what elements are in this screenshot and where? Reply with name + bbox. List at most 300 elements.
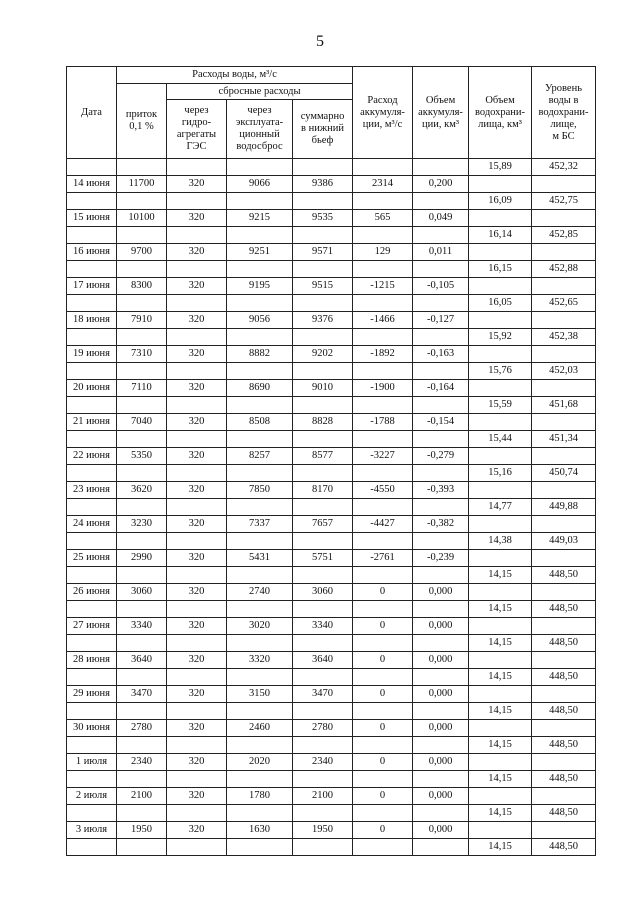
cell-spillway: 3150 <box>227 686 293 703</box>
cell-empty <box>353 431 413 448</box>
cell-total: 5751 <box>293 550 353 567</box>
cell-accum-flow: 0 <box>353 584 413 601</box>
cell-spillway: 3320 <box>227 652 293 669</box>
cell-empty <box>293 601 353 618</box>
cell-empty <box>67 839 117 856</box>
cell-empty <box>469 720 532 737</box>
cell-date: 14 июня <box>67 176 117 193</box>
cell-empty <box>532 482 596 499</box>
table-row-level <box>67 703 596 720</box>
cell-accum-flow: 0 <box>353 822 413 839</box>
cell-units: 320 <box>167 210 227 227</box>
cell-spillway: 2020 <box>227 754 293 771</box>
cell-spillway: 1780 <box>227 788 293 805</box>
cell-accum-volume: -0,127 <box>413 312 469 329</box>
cell-empty <box>167 533 227 550</box>
cell-units: 320 <box>167 346 227 363</box>
cell-empty <box>532 414 596 431</box>
cell-date: 16 июня <box>67 244 117 261</box>
cell-empty <box>353 839 413 856</box>
cell-total: 8170 <box>293 482 353 499</box>
cell-empty <box>353 227 413 244</box>
cell-empty <box>227 465 293 482</box>
cell-empty <box>167 635 227 652</box>
cell-accum-volume: -0,239 <box>413 550 469 567</box>
cell-empty <box>413 499 469 516</box>
cell-empty <box>117 159 167 176</box>
cell-empty <box>117 193 167 210</box>
cell-total: 9571 <box>293 244 353 261</box>
table-body <box>67 159 596 856</box>
cell-level: 452,88 <box>532 261 596 278</box>
cell-empty <box>117 499 167 516</box>
cell-empty <box>353 703 413 720</box>
cell-empty <box>293 839 353 856</box>
cell-empty <box>469 380 532 397</box>
cell-date: 24 июня <box>67 516 117 533</box>
cell-date: 29 июня <box>67 686 117 703</box>
cell-total: 1950 <box>293 822 353 839</box>
cell-empty <box>413 261 469 278</box>
cell-empty <box>413 703 469 720</box>
cell-empty <box>167 465 227 482</box>
cell-empty <box>532 550 596 567</box>
cell-empty <box>227 261 293 278</box>
cell-empty <box>167 499 227 516</box>
header-accum-volume <box>413 67 469 159</box>
cell-empty <box>293 159 353 176</box>
cell-empty <box>293 295 353 312</box>
cell-level: 448,50 <box>532 601 596 618</box>
cell-accum-flow: 565 <box>353 210 413 227</box>
cell-volume: 14,15 <box>469 703 532 720</box>
cell-empty <box>469 210 532 227</box>
cell-accum-flow: 129 <box>353 244 413 261</box>
cell-total: 8577 <box>293 448 353 465</box>
cell-empty <box>469 686 532 703</box>
cell-units: 320 <box>167 380 227 397</box>
cell-spillway: 3020 <box>227 618 293 635</box>
cell-empty <box>353 567 413 584</box>
cell-empty <box>167 567 227 584</box>
header-accum-flow <box>353 67 413 159</box>
cell-inflow: 3340 <box>117 618 167 635</box>
header-discharge-group: сбросные расходы <box>167 84 353 100</box>
cell-volume: 14,15 <box>469 635 532 652</box>
header-line: м БС <box>552 130 575 142</box>
cell-empty <box>227 601 293 618</box>
table-row-level <box>67 295 596 312</box>
table-row-level <box>67 465 596 482</box>
cell-empty <box>293 363 353 380</box>
cell-inflow: 7310 <box>117 346 167 363</box>
cell-spillway: 2460 <box>227 720 293 737</box>
cell-inflow: 2100 <box>117 788 167 805</box>
cell-units: 320 <box>167 618 227 635</box>
cell-units: 320 <box>167 584 227 601</box>
cell-inflow: 2780 <box>117 720 167 737</box>
header-flows-group: Расходы воды, м³/с <box>117 67 353 84</box>
cell-empty <box>117 703 167 720</box>
cell-empty <box>67 295 117 312</box>
table-row-level <box>67 567 596 584</box>
header-line: приток <box>125 109 158 120</box>
cell-spillway: 7850 <box>227 482 293 499</box>
cell-empty <box>293 329 353 346</box>
header-line: водосброс <box>236 141 283 152</box>
header-line: агрегаты <box>176 129 217 140</box>
cell-date: 27 июня <box>67 618 117 635</box>
cell-empty <box>413 601 469 618</box>
cell-inflow: 3470 <box>117 686 167 703</box>
cell-date: 25 июня <box>67 550 117 567</box>
cell-total: 9202 <box>293 346 353 363</box>
cell-empty <box>227 737 293 754</box>
cell-empty <box>353 737 413 754</box>
cell-empty <box>413 465 469 482</box>
cell-empty <box>532 822 596 839</box>
cell-empty <box>67 805 117 822</box>
cell-empty <box>532 448 596 465</box>
cell-units: 320 <box>167 244 227 261</box>
cell-empty <box>227 669 293 686</box>
header-line: воды в <box>548 94 579 106</box>
cell-spillway: 9056 <box>227 312 293 329</box>
cell-empty <box>67 363 117 380</box>
cell-accum-volume: 0,000 <box>413 686 469 703</box>
cell-empty <box>167 193 227 210</box>
cell-accum-volume: 0,000 <box>413 754 469 771</box>
header-inflow <box>117 84 167 159</box>
cell-empty <box>413 635 469 652</box>
cell-level: 451,68 <box>532 397 596 414</box>
table-row-day <box>67 482 596 499</box>
cell-empty <box>293 771 353 788</box>
cell-level: 451,34 <box>532 431 596 448</box>
cell-empty <box>532 278 596 295</box>
table-row-level <box>67 193 596 210</box>
cell-date: 18 июня <box>67 312 117 329</box>
cell-empty <box>413 669 469 686</box>
cell-spillway: 8257 <box>227 448 293 465</box>
cell-units: 320 <box>167 788 227 805</box>
cell-empty <box>532 312 596 329</box>
header-line: водохрани- <box>474 106 526 118</box>
header-via-spillway <box>227 100 293 159</box>
cell-empty <box>469 346 532 363</box>
cell-empty <box>117 805 167 822</box>
header-line: лище, <box>550 118 577 130</box>
cell-empty <box>532 210 596 227</box>
table-row-day <box>67 720 596 737</box>
header-line: 0,1 % <box>129 121 154 132</box>
header-via-units <box>167 100 227 159</box>
table-row-level <box>67 805 596 822</box>
cell-empty <box>469 754 532 771</box>
cell-empty <box>67 227 117 244</box>
cell-level: 448,50 <box>532 567 596 584</box>
cell-empty <box>67 669 117 686</box>
cell-empty <box>413 159 469 176</box>
cell-empty <box>227 159 293 176</box>
cell-accum-flow: -3227 <box>353 448 413 465</box>
cell-empty <box>227 295 293 312</box>
cell-empty <box>227 703 293 720</box>
header-line: эксплуата- <box>235 117 284 128</box>
cell-empty <box>469 516 532 533</box>
cell-volume: 16,05 <box>469 295 532 312</box>
cell-empty <box>167 703 227 720</box>
cell-empty <box>167 295 227 312</box>
cell-empty <box>469 244 532 261</box>
cell-units: 320 <box>167 448 227 465</box>
cell-empty <box>117 465 167 482</box>
cell-volume: 14,15 <box>469 771 532 788</box>
cell-empty <box>293 669 353 686</box>
cell-accum-flow: 0 <box>353 720 413 737</box>
cell-accum-flow: -1466 <box>353 312 413 329</box>
table-row-day <box>67 584 596 601</box>
table-row-day <box>67 652 596 669</box>
cell-empty <box>413 363 469 380</box>
cell-accum-flow: 0 <box>353 788 413 805</box>
cell-empty <box>293 737 353 754</box>
cell-empty <box>353 499 413 516</box>
cell-empty <box>227 771 293 788</box>
cell-accum-volume: 0,000 <box>413 618 469 635</box>
cell-empty <box>353 193 413 210</box>
cell-level: 452,03 <box>532 363 596 380</box>
cell-level: 450,74 <box>532 465 596 482</box>
cell-accum-volume: -0,393 <box>413 482 469 499</box>
cell-empty <box>67 533 117 550</box>
cell-volume: 14,15 <box>469 567 532 584</box>
cell-total: 9376 <box>293 312 353 329</box>
cell-empty <box>532 754 596 771</box>
table-row-level <box>67 601 596 618</box>
cell-volume: 14,77 <box>469 499 532 516</box>
cell-empty <box>413 805 469 822</box>
cell-accum-flow: 0 <box>353 652 413 669</box>
cell-spillway: 5431 <box>227 550 293 567</box>
cell-empty <box>117 261 167 278</box>
cell-level: 452,75 <box>532 193 596 210</box>
cell-empty <box>227 567 293 584</box>
header-line: Объем <box>485 94 515 106</box>
cell-units: 320 <box>167 176 227 193</box>
table-row-level <box>67 499 596 516</box>
header-line: ционный <box>239 129 280 140</box>
header-line: аккумуля- <box>418 106 463 118</box>
table-row-level <box>67 635 596 652</box>
cell-empty <box>167 601 227 618</box>
cell-empty <box>293 635 353 652</box>
cell-accum-volume: 0,000 <box>413 720 469 737</box>
cell-date: 21 июня <box>67 414 117 431</box>
cell-empty <box>413 567 469 584</box>
cell-empty <box>293 499 353 516</box>
cell-empty <box>293 227 353 244</box>
cell-accum-volume: 0,000 <box>413 584 469 601</box>
cell-volume: 14,15 <box>469 839 532 856</box>
cell-spillway: 2740 <box>227 584 293 601</box>
cell-total: 2780 <box>293 720 353 737</box>
table-row-day <box>67 414 596 431</box>
cell-level: 452,65 <box>532 295 596 312</box>
cell-empty <box>167 159 227 176</box>
cell-empty <box>353 261 413 278</box>
cell-accum-volume: -0,163 <box>413 346 469 363</box>
cell-empty <box>532 720 596 737</box>
cell-date: 3 июля <box>67 822 117 839</box>
cell-total: 2100 <box>293 788 353 805</box>
cell-empty <box>167 669 227 686</box>
cell-level: 448,50 <box>532 635 596 652</box>
cell-inflow: 2990 <box>117 550 167 567</box>
cell-empty <box>117 397 167 414</box>
table-row-day <box>67 618 596 635</box>
cell-empty <box>413 771 469 788</box>
cell-empty <box>67 635 117 652</box>
cell-empty <box>167 227 227 244</box>
cell-empty <box>227 635 293 652</box>
cell-volume: 15,76 <box>469 363 532 380</box>
cell-accum-flow: 0 <box>353 618 413 635</box>
cell-empty <box>353 363 413 380</box>
table-row-day <box>67 244 596 261</box>
table-row-level <box>67 737 596 754</box>
cell-spillway: 8690 <box>227 380 293 397</box>
cell-date: 30 июня <box>67 720 117 737</box>
cell-empty <box>167 839 227 856</box>
cell-level: 452,38 <box>532 329 596 346</box>
cell-empty <box>117 771 167 788</box>
cell-spillway: 9251 <box>227 244 293 261</box>
cell-units: 320 <box>167 482 227 499</box>
table-row-day <box>67 448 596 465</box>
cell-total: 3060 <box>293 584 353 601</box>
cell-inflow: 3230 <box>117 516 167 533</box>
cell-empty <box>532 788 596 805</box>
cell-empty <box>413 329 469 346</box>
cell-empty <box>117 363 167 380</box>
cell-accum-volume: -0,105 <box>413 278 469 295</box>
cell-accum-volume: -0,279 <box>413 448 469 465</box>
header-line: бьеф <box>311 135 334 146</box>
cell-empty <box>532 380 596 397</box>
table-row-day <box>67 686 596 703</box>
cell-inflow: 7110 <box>117 380 167 397</box>
cell-accum-volume: 0,000 <box>413 822 469 839</box>
cell-empty <box>227 839 293 856</box>
cell-empty <box>227 227 293 244</box>
cell-empty <box>353 805 413 822</box>
cell-units: 320 <box>167 550 227 567</box>
cell-total: 3470 <box>293 686 353 703</box>
table-row-level <box>67 397 596 414</box>
cell-inflow: 2340 <box>117 754 167 771</box>
cell-inflow: 11700 <box>117 176 167 193</box>
cell-inflow: 7910 <box>117 312 167 329</box>
cell-accum-volume: 0,000 <box>413 788 469 805</box>
cell-total: 9010 <box>293 380 353 397</box>
cell-empty <box>67 601 117 618</box>
cell-empty <box>227 805 293 822</box>
cell-date: 22 июня <box>67 448 117 465</box>
cell-empty <box>117 227 167 244</box>
cell-level: 448,50 <box>532 839 596 856</box>
cell-accum-flow: 2314 <box>353 176 413 193</box>
cell-empty <box>469 176 532 193</box>
cell-total: 3340 <box>293 618 353 635</box>
cell-empty <box>293 397 353 414</box>
cell-empty <box>293 465 353 482</box>
header-line: лища, км³ <box>478 118 522 130</box>
cell-empty <box>469 550 532 567</box>
cell-empty <box>469 414 532 431</box>
cell-date: 15 июня <box>67 210 117 227</box>
cell-inflow: 10100 <box>117 210 167 227</box>
cell-volume: 14,15 <box>469 737 532 754</box>
cell-inflow: 3060 <box>117 584 167 601</box>
cell-empty <box>293 805 353 822</box>
cell-total: 7657 <box>293 516 353 533</box>
cell-spillway: 9066 <box>227 176 293 193</box>
cell-empty <box>167 737 227 754</box>
cell-empty <box>469 312 532 329</box>
cell-empty <box>67 737 117 754</box>
cell-empty <box>413 839 469 856</box>
cell-empty <box>227 499 293 516</box>
cell-empty <box>117 669 167 686</box>
cell-empty <box>293 193 353 210</box>
table-row-level <box>67 227 596 244</box>
cell-empty <box>353 329 413 346</box>
cell-empty <box>67 465 117 482</box>
cell-empty <box>532 618 596 635</box>
cell-empty <box>67 703 117 720</box>
cell-inflow: 8300 <box>117 278 167 295</box>
cell-total: 8828 <box>293 414 353 431</box>
cell-spillway: 8882 <box>227 346 293 363</box>
cell-empty <box>227 363 293 380</box>
cell-empty <box>293 533 353 550</box>
cell-accum-flow: -1215 <box>353 278 413 295</box>
cell-accum-volume: -0,382 <box>413 516 469 533</box>
cell-volume: 14,15 <box>469 669 532 686</box>
cell-empty <box>67 567 117 584</box>
cell-units: 320 <box>167 312 227 329</box>
cell-empty <box>167 805 227 822</box>
cell-empty <box>413 431 469 448</box>
cell-empty <box>293 703 353 720</box>
cell-empty <box>353 295 413 312</box>
cell-empty <box>67 499 117 516</box>
cell-empty <box>67 329 117 346</box>
cell-total: 9535 <box>293 210 353 227</box>
cell-units: 320 <box>167 278 227 295</box>
table-row-day <box>67 754 596 771</box>
cell-empty <box>532 652 596 669</box>
header-total-tailwater <box>293 100 353 159</box>
cell-spillway: 1630 <box>227 822 293 839</box>
cell-empty <box>469 652 532 669</box>
cell-accum-flow: 0 <box>353 754 413 771</box>
cell-empty <box>227 329 293 346</box>
cell-empty <box>353 635 413 652</box>
cell-empty <box>227 397 293 414</box>
cell-empty <box>469 788 532 805</box>
